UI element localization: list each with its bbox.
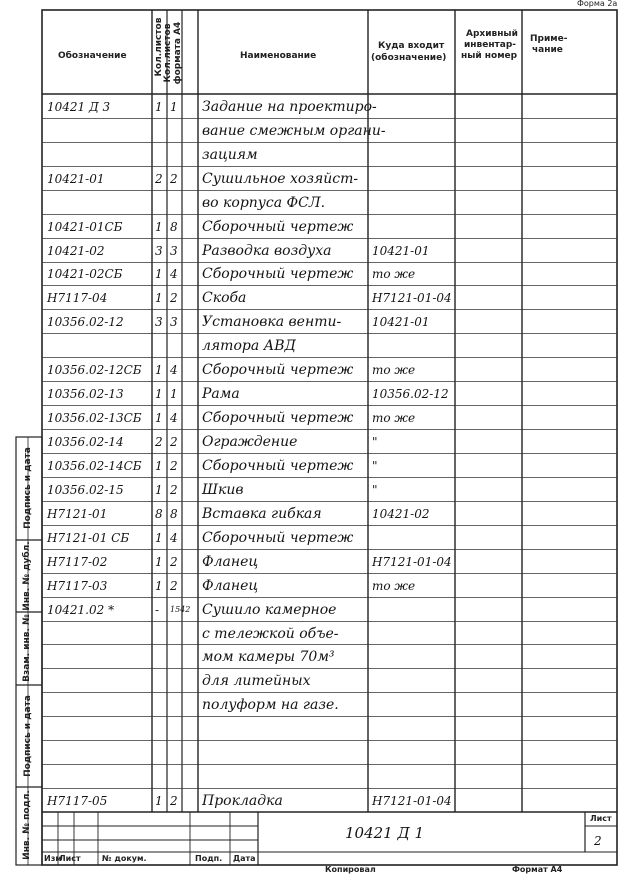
cell-where-used: 10421-02 xyxy=(372,507,430,521)
cell-where-used: 10421-01 xyxy=(372,315,430,329)
cell-name: Сушило камерное xyxy=(202,602,337,618)
stamp-izm: Изм xyxy=(44,854,62,863)
cell-sheets-a4: 2 xyxy=(170,459,178,473)
cell-designation: 10421-01СБ xyxy=(47,220,123,234)
cell-sheets-a4: 4 xyxy=(170,531,178,545)
side-orig-inv: Инв. № подл. xyxy=(22,790,32,860)
cell-sheets: 1 xyxy=(155,483,163,497)
cell-name: Скоба xyxy=(202,290,247,306)
stamp-list: Лист xyxy=(59,854,81,863)
form-label: Форма 2а xyxy=(577,0,618,8)
sheet-label: Лист xyxy=(590,814,612,823)
cell-designation: 10356.02-13 xyxy=(47,387,124,401)
cell-name: Сушильное хозяйст- xyxy=(202,171,359,187)
cell-name: Сборочный чертеж xyxy=(202,362,354,378)
cell-sheets: 8 xyxy=(155,507,163,521)
cell-sheets: 1 xyxy=(155,459,163,473)
header-archive: Архивный xyxy=(466,29,518,39)
cell-designation: Н7117-04 xyxy=(47,291,108,305)
header-note-2: чание xyxy=(532,45,563,55)
sheet-number: 2 xyxy=(594,834,602,848)
cell-where-used: 10421-01 xyxy=(372,244,430,258)
cell-designation: Н7121-01 xyxy=(47,507,108,521)
cell-name: Сборочный чертеж xyxy=(202,410,354,426)
header-where-used: Куда входит xyxy=(378,41,445,51)
cell-name: Разводка воздуха xyxy=(202,243,332,259)
cell-designation: Н7117-02 xyxy=(47,555,108,569)
header-name: Наименование xyxy=(240,51,317,61)
cell-where-used: то же xyxy=(372,411,416,425)
cell-name: Сборочный чертеж xyxy=(202,458,354,474)
cell-where-used: " xyxy=(372,435,378,449)
cell-sheets-a4: 2 xyxy=(170,291,178,305)
cell-sheets: 2 xyxy=(155,172,163,186)
cell-where-used: " xyxy=(372,459,378,473)
cell-designation: Н7121-01 СБ xyxy=(47,531,130,545)
cell-sheets: 1 xyxy=(155,100,163,114)
cell-name: Сборочный чертеж xyxy=(202,219,354,235)
cell-sheets: 1 xyxy=(155,411,163,425)
header-sheets-count: Кол.листов xyxy=(154,17,164,77)
cell-name: Ограждение xyxy=(202,434,298,450)
cell-sheets: 1 xyxy=(155,555,163,569)
cell-sheets: 1 xyxy=(155,267,163,281)
cell-name: Рама xyxy=(202,386,240,402)
cell-designation: Н7117-03 xyxy=(47,579,108,593)
cell-sheets-a4: 3 xyxy=(170,315,178,329)
cell-name: Шкив xyxy=(202,482,244,498)
cell-name: зациям xyxy=(202,147,258,163)
cell-sheets: 1 xyxy=(155,794,163,808)
cell-sheets: 1 xyxy=(155,387,163,401)
format-label: Формат А4 xyxy=(512,865,563,874)
cell-sheets: 3 xyxy=(155,315,163,329)
cell-where-used: то же xyxy=(372,267,416,281)
cell-designation: 10356.02-14 xyxy=(47,435,124,449)
cell-sheets-a4: 2 xyxy=(170,555,178,569)
header-sheets-a4: Кол.листов формата А4 xyxy=(163,21,183,85)
cell-sheets-a4: 3 xyxy=(170,244,178,258)
cell-where-used: то же xyxy=(372,363,416,377)
cell-where-used: Н7121-01-04 xyxy=(372,794,452,808)
stamp-sign: Подп. xyxy=(195,854,223,863)
cell-sheets-a4: 2 xyxy=(170,794,178,808)
cell-sheets-a4: 2 xyxy=(170,483,178,497)
cell-designation: 10356.02-14СБ xyxy=(47,459,142,473)
cell-where-used: 10356.02-12 xyxy=(372,387,449,401)
stamp-date: Дата xyxy=(233,854,256,863)
cell-designation: 10421-02СБ xyxy=(47,267,123,281)
cell-sheets: 3 xyxy=(155,244,163,258)
side-sign-date-top: Подпись и дата xyxy=(23,447,33,529)
stamp-doc-no: № докум. xyxy=(102,854,147,863)
cell-name: Вставка гибкая xyxy=(202,506,322,522)
cell-sheets-a4: 2 xyxy=(170,579,178,593)
cell-sheets: - xyxy=(155,603,160,617)
cell-name: вание смежным органи- xyxy=(202,123,386,139)
header-archive-2: инвентар- xyxy=(464,40,517,50)
cell-sheets-a4: 8 xyxy=(170,220,178,234)
cell-designation: Н7117-05 xyxy=(47,794,108,808)
cell-sheets: 1 xyxy=(155,363,163,377)
cell-name: Сборочный чертеж xyxy=(202,266,354,282)
cell-sheets-a4: 1 xyxy=(170,100,178,114)
document-code: 10421 Д 1 xyxy=(345,824,424,842)
cell-designation: 10356.02-13СБ xyxy=(47,411,142,425)
cell-designation: 10356.02-12СБ xyxy=(47,363,142,377)
cell-sheets-a4: 1542 xyxy=(170,605,191,614)
cell-name: полуформ на газе. xyxy=(202,697,339,713)
header-note: Приме- xyxy=(530,34,568,44)
cell-name: с тележкой объе- xyxy=(202,626,339,642)
cell-designation: 10356.02-15 xyxy=(47,483,124,497)
cell-designation: 10421-02 xyxy=(47,244,105,258)
cell-designation: 10421 Д 3 xyxy=(47,100,111,114)
header-archive-3: ный номер xyxy=(461,51,518,61)
cell-name: Установка венти- xyxy=(202,314,342,330)
copied-label: Копировал xyxy=(325,865,376,874)
cell-designation: 10421-01 xyxy=(47,172,105,186)
side-dup-inv: Инв. № дубл. xyxy=(22,541,32,611)
cell-name: лятора АВД xyxy=(202,338,296,354)
cell-sheets: 1 xyxy=(155,531,163,545)
cell-name: мом камеры 70м³ xyxy=(202,649,335,665)
cell-sheets-a4: 8 xyxy=(170,507,178,521)
cell-name: Задание на проектиро- xyxy=(202,99,377,115)
cell-sheets: 1 xyxy=(155,220,163,234)
cell-sheets-a4: 4 xyxy=(170,411,178,425)
cell-name: Фланец xyxy=(202,554,259,570)
cell-where-used: " xyxy=(372,483,378,497)
cell-sheets-a4: 2 xyxy=(170,435,178,449)
header-designation: Обозначение xyxy=(58,51,127,61)
side-sign-date-bottom: Подпись и дата xyxy=(23,695,33,777)
cell-sheets-a4: 2 xyxy=(170,172,178,186)
cell-sheets-a4: 4 xyxy=(170,267,178,281)
cell-sheets: 1 xyxy=(155,291,163,305)
cell-designation: 10356.02-12 xyxy=(47,315,124,329)
cell-where-used: Н7121-01-04 xyxy=(372,555,452,569)
cell-where-used: Н7121-01-04 xyxy=(372,291,452,305)
cell-sheets: 2 xyxy=(155,435,163,449)
cell-name: для литейных xyxy=(202,673,311,689)
cell-sheets: 1 xyxy=(155,579,163,593)
cell-name: во корпуса ФСЛ. xyxy=(202,195,326,211)
cell-name: Прокладка xyxy=(202,793,283,809)
header-where-used-sub: (обозначение) xyxy=(371,53,447,63)
cell-where-used: то же xyxy=(372,579,416,593)
cell-designation: 10421.02 * xyxy=(47,603,115,617)
cell-sheets-a4: 4 xyxy=(170,363,178,377)
side-replaced-inv: Взам. инв. № xyxy=(22,614,32,682)
cell-name: Фланец xyxy=(202,578,259,594)
cell-sheets-a4: 1 xyxy=(170,387,178,401)
cell-name: Сборочный чертеж xyxy=(202,530,354,546)
